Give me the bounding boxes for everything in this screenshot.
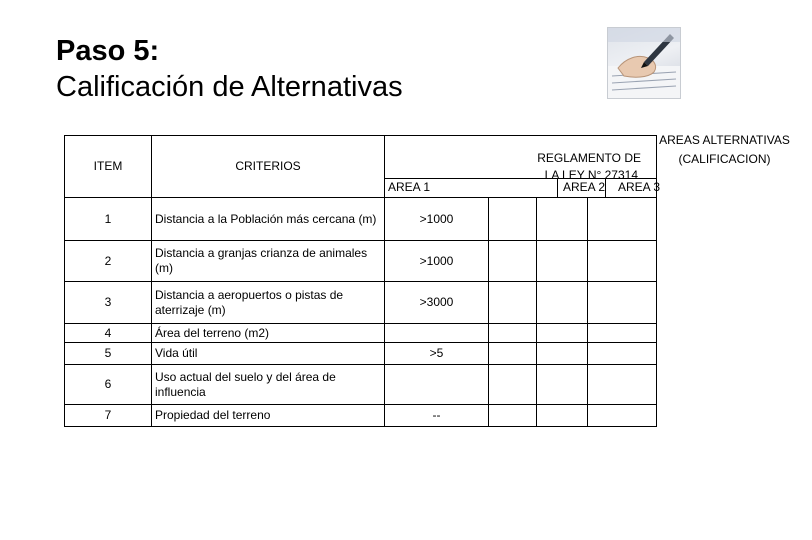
header-item: ITEM	[65, 136, 152, 198]
table-row	[65, 282, 657, 324]
table-row	[65, 324, 657, 343]
item-cell: 7	[65, 405, 152, 427]
area3-cell	[588, 282, 657, 324]
item-cell: 1	[65, 198, 152, 241]
criterio-cell: Uso actual del suelo y del área de influencia	[152, 365, 385, 405]
area1-header: AREA 1	[388, 180, 431, 194]
area1-cell	[489, 241, 537, 282]
item-cell: 4	[65, 324, 152, 343]
area2-cell	[537, 324, 588, 343]
criterio-cell: Área del terreno (m2)	[152, 324, 385, 343]
table-row	[65, 241, 657, 282]
area3-header: AREA 3	[618, 180, 661, 194]
area2-cell	[537, 198, 588, 241]
reglamento-header-line2: LA LEY N° 27314	[544, 168, 638, 182]
reglamento-cell: >3000	[385, 282, 489, 324]
area2-cell	[537, 405, 588, 427]
criterio-cell: Distancia a la Población más cercana (m)	[152, 198, 385, 241]
item-cell: 3	[65, 282, 152, 324]
slide-subtitle: Calificación de Alternativas	[56, 71, 403, 103]
reglamento-cell: >1000	[385, 241, 489, 282]
table-row	[65, 343, 657, 365]
item-cell: 2	[65, 241, 152, 282]
area3-cell	[588, 324, 657, 343]
area2-cell	[537, 241, 588, 282]
slide-title: Paso 5:	[56, 35, 160, 67]
table-row	[65, 365, 657, 405]
area3-cell	[588, 365, 657, 405]
reglamento-cell	[385, 365, 489, 405]
area1-header-cell	[385, 179, 558, 198]
areas-header	[637, 131, 812, 169]
area2-cell	[537, 365, 588, 405]
area1-cell	[489, 405, 537, 427]
reglamento-cell	[385, 324, 489, 343]
item-cell: 5	[65, 343, 152, 365]
areas-header-line1: AREAS ALTERNATIVAS	[659, 133, 790, 147]
table-header-row	[65, 136, 657, 179]
criterio-cell: Distancia a aeropuertos o pistas de aterrizaje (m)	[152, 282, 385, 324]
criterio-cell: Propiedad del terreno	[152, 405, 385, 427]
reglamento-cell: >1000	[385, 198, 489, 241]
area3-cell	[588, 343, 657, 365]
reglamento-cell: --	[385, 405, 489, 427]
reglamento-header-line1: REGLAMENTO DE	[537, 151, 641, 165]
criterio-cell: Vida útil	[152, 343, 385, 365]
area2-header: AREA 2	[563, 180, 606, 194]
area1-cell	[489, 324, 537, 343]
area2-cell	[537, 343, 588, 365]
area1-cell	[489, 365, 537, 405]
area3-cell	[588, 241, 657, 282]
area1-cell	[489, 198, 537, 241]
area1-cell	[489, 343, 537, 365]
area2-cell	[537, 282, 588, 324]
header-reglamento-areas	[385, 133, 790, 182]
table-row	[65, 198, 657, 241]
area2-header-cell	[558, 179, 606, 198]
reglamento-cell: >5	[385, 343, 489, 365]
table-row	[65, 405, 657, 427]
alternatives-table-body	[64, 197, 657, 427]
writing-hand-photo	[607, 27, 681, 99]
slide-title-block	[56, 34, 403, 106]
areas-header-line2: (CALIFICACION)	[678, 152, 771, 166]
area1-cell	[489, 282, 537, 324]
area3-cell	[588, 198, 657, 241]
area3-cell	[588, 405, 657, 427]
criterio-cell: Distancia a granjas crianza de animales (m)	[152, 241, 385, 282]
header-criterios: CRITERIOS	[152, 136, 385, 198]
item-cell: 6	[65, 365, 152, 405]
area3-header-cell	[606, 179, 661, 198]
alternatives-table	[64, 133, 790, 198]
